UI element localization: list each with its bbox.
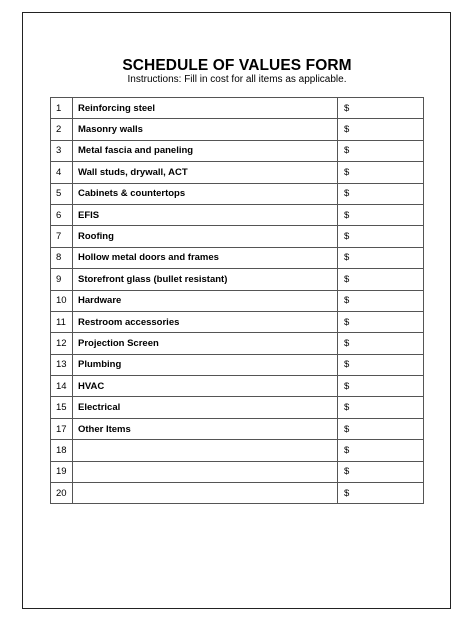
cost-field[interactable]: $ (338, 354, 424, 375)
cost-field[interactable]: $ (338, 461, 424, 482)
table-row (51, 311, 424, 332)
cost-field[interactable]: $ (338, 418, 424, 439)
item-description[interactable] (73, 440, 338, 461)
table-row (51, 269, 424, 290)
table-row (51, 483, 424, 504)
cost-field[interactable]: $ (338, 183, 424, 204)
table-row (51, 440, 424, 461)
cost-field[interactable]: $ (338, 247, 424, 268)
cost-field[interactable]: $ (338, 204, 424, 225)
item-description[interactable]: HVAC (73, 376, 338, 397)
cost-field[interactable]: $ (338, 162, 424, 183)
form-instructions: Instructions: Fill in cost for all items as applicable. (127, 74, 347, 85)
row-number: 1 (51, 98, 73, 119)
table-row (51, 204, 424, 225)
item-description[interactable]: Other Items (73, 418, 338, 439)
cost-field[interactable]: $ (338, 119, 424, 140)
item-description[interactable]: Restroom accessories (73, 311, 338, 332)
row-number: 8 (51, 247, 73, 268)
row-number: 5 (51, 183, 73, 204)
table-row (51, 333, 424, 354)
cost-field[interactable]: $ (338, 333, 424, 354)
item-description[interactable]: EFIS (73, 204, 338, 225)
item-description[interactable]: Metal fascia and paneling (73, 140, 338, 161)
row-number: 11 (51, 311, 73, 332)
table-row (51, 98, 424, 119)
item-description[interactable] (73, 483, 338, 504)
item-description[interactable]: Wall studs, drywall, ACT (73, 162, 338, 183)
cost-field[interactable]: $ (338, 98, 424, 119)
row-number: 19 (51, 461, 73, 482)
row-number: 15 (51, 397, 73, 418)
table-row (51, 162, 424, 183)
row-number: 13 (51, 354, 73, 375)
row-number: 9 (51, 269, 73, 290)
item-description[interactable]: Electrical (73, 397, 338, 418)
table-row (51, 376, 424, 397)
cost-field[interactable]: $ (338, 290, 424, 311)
cost-field[interactable]: $ (338, 397, 424, 418)
item-description[interactable]: Reinforcing steel (73, 98, 338, 119)
cost-field[interactable]: $ (338, 483, 424, 504)
cost-field[interactable]: $ (338, 440, 424, 461)
row-number: 10 (51, 290, 73, 311)
cost-field[interactable]: $ (338, 311, 424, 332)
table-row (51, 354, 424, 375)
row-number: 18 (51, 440, 73, 461)
row-number: 12 (51, 333, 73, 354)
table-row (51, 290, 424, 311)
row-number: 6 (51, 204, 73, 225)
cost-field[interactable]: $ (338, 269, 424, 290)
item-description[interactable] (73, 461, 338, 482)
item-description[interactable]: Hardware (73, 290, 338, 311)
item-description[interactable]: Cabinets & countertops (73, 183, 338, 204)
row-number: 14 (51, 376, 73, 397)
schedule-of-values-table (50, 97, 424, 504)
table-row (51, 397, 424, 418)
cost-field[interactable]: $ (338, 376, 424, 397)
cost-field[interactable]: $ (338, 140, 424, 161)
item-description[interactable]: Hollow metal doors and frames (73, 247, 338, 268)
row-number: 3 (51, 140, 73, 161)
table-row (51, 119, 424, 140)
item-description[interactable]: Roofing (73, 226, 338, 247)
row-number: 4 (51, 162, 73, 183)
form-title: SCHEDULE OF VALUES FORM (122, 57, 352, 74)
item-description[interactable]: Projection Screen (73, 333, 338, 354)
table-row (51, 183, 424, 204)
row-number: 2 (51, 119, 73, 140)
table-row (51, 140, 424, 161)
table-row (51, 461, 424, 482)
item-description[interactable]: Masonry walls (73, 119, 338, 140)
table-row (51, 226, 424, 247)
row-number: 17 (51, 418, 73, 439)
item-description[interactable]: Storefront glass (bullet resistant) (73, 269, 338, 290)
item-description[interactable]: Plumbing (73, 354, 338, 375)
table-row (51, 247, 424, 268)
row-number: 20 (51, 483, 73, 504)
row-number: 7 (51, 226, 73, 247)
cost-field[interactable]: $ (338, 226, 424, 247)
table-row (51, 418, 424, 439)
